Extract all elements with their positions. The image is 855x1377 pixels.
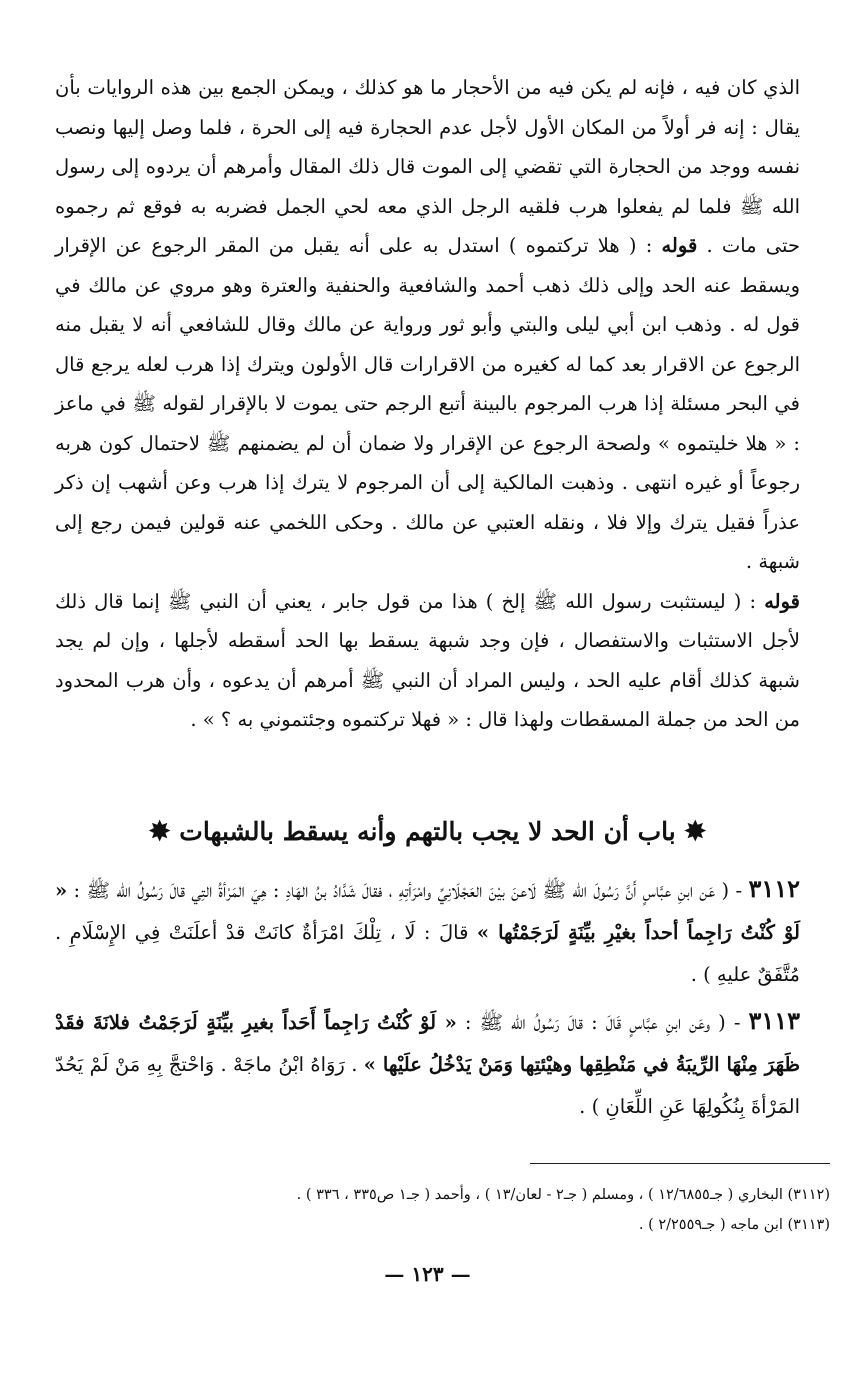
paragraph-text: الذي كان فيه ، فإنه لم يكن فيه من الأحجار ما هو كذلك ، ويمكن الجمع بين هذه الروايات بأن يقال : إنه فر أولاً من المكان الأول لأجل عدم الحجارة فيه إلى الحرة ، فلما وصل إليها ونصب نفسه ووجد من الحجارة التي تقضي إلى الموت قال ذلك المقال وأمرهم أن يردوه إلى رسول الله ﷺ فلما لم يفعلوا هرب فلقيه الرجل الذي معه لحي الجمل فضربه به فوقع ثم رجموه حتى مات . (55, 76, 800, 257)
chapter-title: باب أن الحد لا يجب بالتهم وأنه يسقط بالشبهات (179, 817, 676, 846)
paragraph-text: : ( هلا تركتموه ) استدل به على أنه يقبل من المقر الرجوع عن الإقرار ويسقط عنه الحد وإلى ذلك ذهب أحمد والشافعية والحنفية والعترة وهو مروي عن مالك في قول له . وذهب ابن أبي ليلى والبتي وأبو ثور ورواية عن مالك وقال للشافعي أنه لا يقبل منه الرجوع عن الاقرار بعد كما له كغيره من الاقرارات قال الأولون ويترك إذا هرب لعله يرجع قال في البحر مسئلة إذا هرب المرجوم بالبينة أتبع الرجم حتى يموت لا بالإقرار لقوله ﷺ في ماعز : « هلا خليتموه » ولصحة الرجوع عن الإقرار ولا ضمان أن لم يضمنهم ﷺ لاحتمال كون هربه رجوعاً أو غيره انتهى . وذهبت المالكية إلى أن المرجوم لا يترك إذا هرب وعن أشهب إن ذكر عذراً فقيل يترك وإلا فلا ، ونقله العتبي عن مالك . وحكى اللخمي عنه قولين فيمن رجع إلى شبهة . (55, 234, 800, 573)
ornament-star-icon: ✸ (148, 817, 171, 847)
footnote-divider (530, 1163, 830, 1164)
qawluhu-keyword: قوله (764, 589, 800, 613)
footnotes (30, 1180, 830, 1240)
hadith-entry (55, 868, 800, 996)
qawluhu-keyword: قوله (661, 234, 698, 257)
commentary-paragraph (55, 68, 800, 582)
hadith-number: ٣١١٢ (748, 874, 800, 903)
hadith-text: - ( عَن ابنِ عبَّاسٍ أَنَّ رَسُولَ الله ﷺ لَاعنَ بيْنَ العَجْلَانِيِّ وامْرَأتِهِ ، فقالَ شَدَّادُ بنُ الهَادِ : هِيَ المَرْأةُ التِي قالَ رَسُولُ الله ﷺ : (73, 879, 743, 902)
commentary-paragraph (55, 582, 800, 740)
chapter-heading (0, 812, 855, 852)
hadith-text: . رَوَاهُ ابْنُ ماجَهْ . وَاحْتجَّ بِهِ مَنْ لَمْ يَحُدّ المَرْأةَ بِنُكُولِهَا عَنِ اللِّعَانِ ) . (55, 1053, 800, 1118)
hadith-number: ٣١١٣ (748, 1006, 800, 1035)
hadith-text: قالَ : لَا ، تِلْكَ امْرَأةٌ كانَتْ قدْ أعلَنَتْ فِي الإِسْلَامِ . مُتَّفَقٌ عليهِ ) . (55, 921, 800, 986)
prophetic-quote: « لَوْ كُنْتُ رَاجِماً أحداً بغيْرِ بيِّنَةٍ لَرَجَمْتُها » (55, 879, 800, 944)
paragraph-text: : ( ليستثبت رسول الله ﷺ إلخ ) هذا من قول جابر ، يعني أن النبي ﷺ إنما قال ذلك لأجل الاستثبات والاستفصال ، فإن وجد شبهة يسقط بها الحد أسقطه لأجلها ، وإن لم يجد شبهة كذلك أقام عليه الحد ، وليس المراد أن النبي ﷺ أمرهم أن يدعوه ، وأن هرب المحدود من الحد من جملة المسقطات ولهذا قال : « فهلا تركتموه وجئتموني به ؟ » . (55, 589, 800, 731)
footnote: (٣١١٣) ابن ماجه ( جـ٢/٢٥٥٩ ) . (638, 1217, 830, 1233)
page-number: — ١٢٣ — (384, 1262, 471, 1286)
commentary-text (55, 68, 800, 740)
footnote: (٣١١٢) البخاري ( جـ١٢/٦٨٥٥ ) ، ومسلم ( جـ٢ - لعان/١٣ ) ، وأحمد ( جـ١ ص٣٣٥ ، ٣٣٦ ) . (296, 1187, 830, 1203)
prophetic-quote: « لَوْ كُنْتُ رَاجِماً أَحَداً بغيرِ بيِّنَةٍ لَرَجَمْتُ فلانَةَ فقَدْ ظَهَرَ مِنْهَا الرِّيبَةُ في مَنْطِقِها وهيْئتِها وَمَنْ يَدْخُلُ علَيْها » (55, 1011, 801, 1076)
ornament-star-icon: ✸ (684, 817, 707, 847)
hadith-entry (55, 1000, 800, 1128)
hadith-text: - ( وعَن ابنِ عبَّاسٍ قَالَ : قالَ رَسُولُ الله ﷺ : (464, 1011, 741, 1034)
